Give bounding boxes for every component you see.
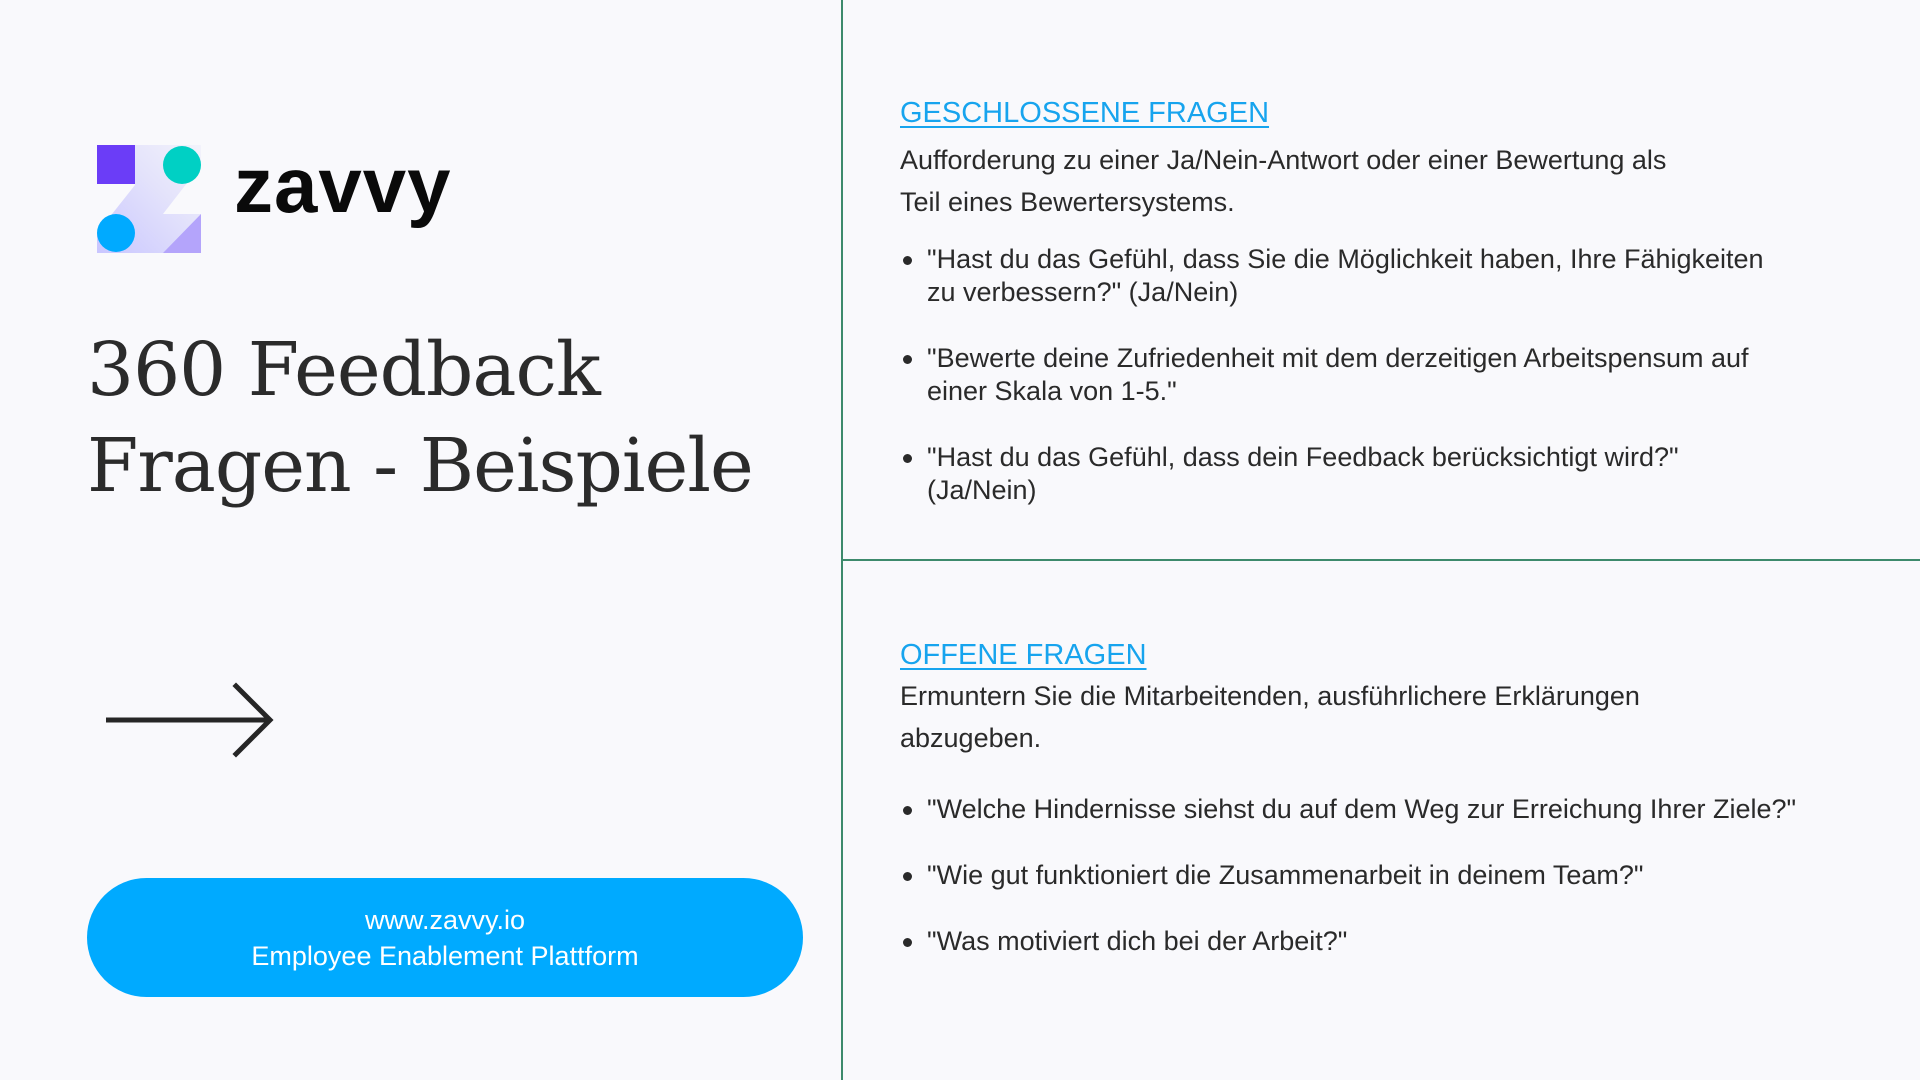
- description-line-2: Teil eines Bewertersystems.: [900, 187, 1235, 217]
- closed-questions-description: [900, 139, 1890, 223]
- item-text: "Welche Hindernisse siehst du auf dem Weg zur Erreichung Ihrer Ziele?": [927, 794, 1797, 824]
- open-questions-list: [900, 793, 1890, 958]
- description-line-1: Aufforderung zu einer Ja/Nein-Antwort oder einer Bewertung als: [900, 145, 1667, 175]
- bullet-icon: [903, 454, 912, 463]
- description-line-2: abzugeben.: [900, 723, 1042, 753]
- open-questions-heading-link[interactable]: OFFENE FRAGEN: [900, 639, 1147, 671]
- bullet-icon: [903, 355, 912, 364]
- closed-questions-list: [900, 243, 1890, 507]
- closed-questions-heading-link[interactable]: GESCHLOSSENE FRAGEN: [900, 97, 1270, 129]
- item-text: "Was motiviert dich bei der Arbeit?": [927, 926, 1348, 956]
- title-line-1: 360 Feedback: [87, 327, 600, 413]
- item-text-line-1: "Hast du das Gefühl, dass Sie die Möglichkeit haben, Ihre Fähigkeiten: [927, 244, 1764, 274]
- bullet-icon: [903, 938, 912, 947]
- item-text-line-2: zu verbessern?" (Ja/Nein): [927, 277, 1239, 307]
- item-text-line-1: "Bewerte deine Zufriedenheit mit dem derzeitigen Arbeitspensum auf: [927, 343, 1749, 373]
- closed-questions-section: [900, 93, 1890, 540]
- list-item: [900, 925, 1890, 958]
- list-item: [900, 859, 1890, 892]
- list-item: [900, 793, 1890, 826]
- list-item: [900, 441, 1890, 507]
- website-cta-button[interactable]: [87, 878, 803, 997]
- brand-wordmark: zavvy: [234, 141, 452, 229]
- list-item: [900, 342, 1890, 408]
- title-line-2: Fragen - Beispiele: [87, 423, 753, 509]
- list-item: [900, 243, 1890, 309]
- vertical-divider: [841, 0, 843, 1080]
- bullet-icon: [903, 872, 912, 881]
- description-line-1: Ermuntern Sie die Mitarbeitenden, ausführlichere Erklärungen: [900, 681, 1640, 711]
- bullet-icon: [903, 806, 912, 815]
- cta-url: www.zavvy.io: [364, 904, 526, 935]
- page-title: [87, 322, 753, 514]
- item-text-line-2: (Ja/Nein): [927, 475, 1037, 505]
- item-text: "Wie gut funktioniert die Zusammenarbeit in deinem Team?": [927, 860, 1644, 890]
- open-questions-section: [900, 635, 1890, 991]
- arrow-right-icon: [104, 682, 276, 758]
- open-questions-description: [900, 675, 1890, 759]
- left-panel: [0, 0, 841, 1080]
- horizontal-divider: [842, 559, 1920, 561]
- bullet-icon: [903, 256, 912, 265]
- item-text-line-1: "Hast du das Gefühl, dass dein Feedback berücksichtigt wird?": [927, 442, 1679, 472]
- zavvy-logo-icon: [97, 145, 201, 253]
- item-text-line-2: einer Skala von 1-5.": [927, 376, 1177, 406]
- cta-tagline: Employee Enablement Plattform: [251, 940, 639, 971]
